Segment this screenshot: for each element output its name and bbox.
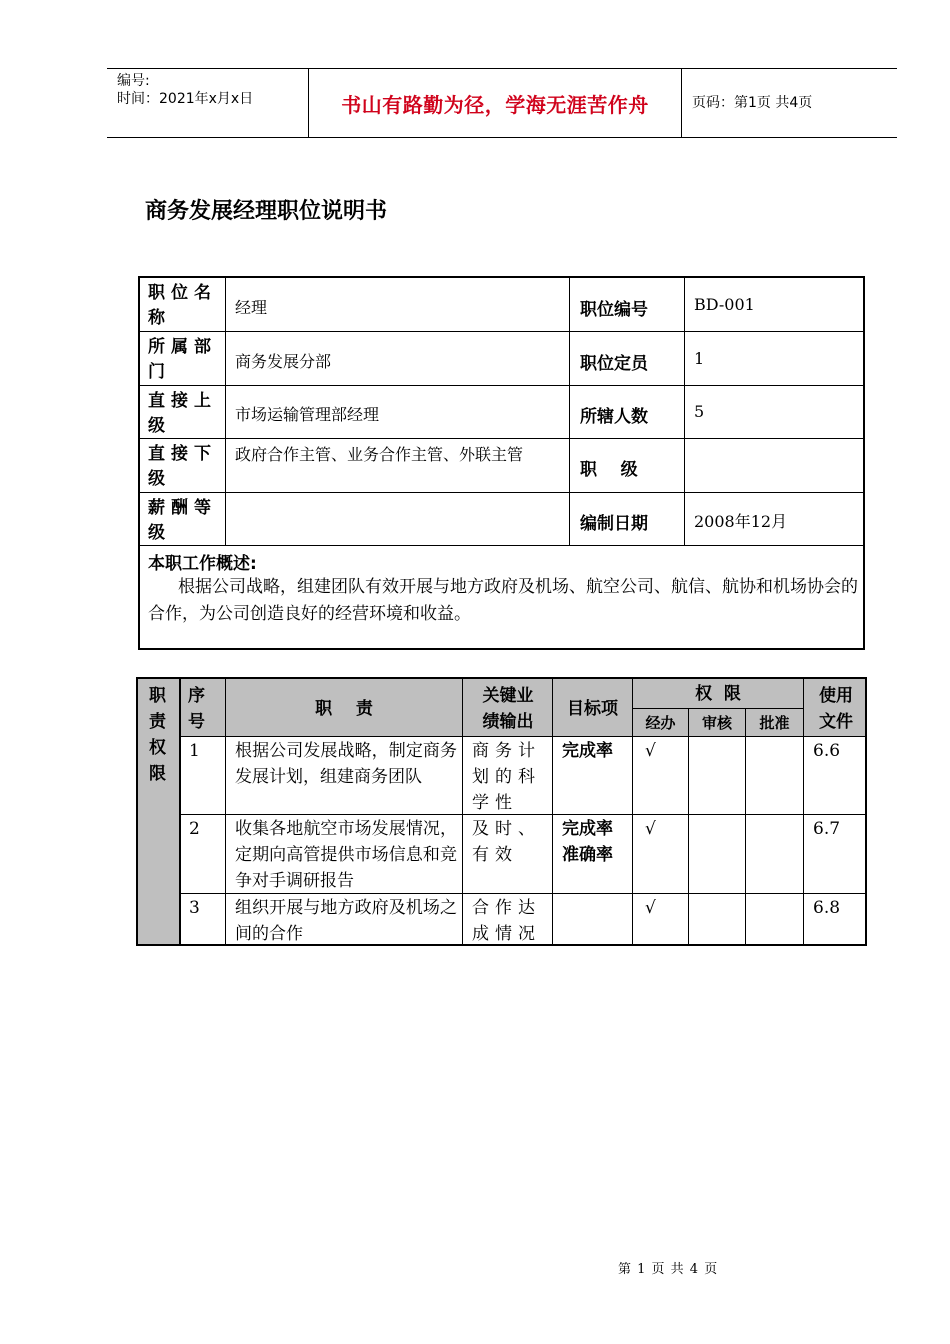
row-target: 完成率准确率: [562, 819, 613, 865]
header-target: 目标项: [567, 699, 618, 719]
header-authority: 权 限: [695, 684, 741, 704]
row-duty: 收集各地航空市场发展情况，定期向高管提供市场信息和竞争对手调研报告: [235, 819, 457, 891]
row-check-handle: √: [645, 819, 656, 839]
header-page-cell: [682, 69, 897, 137]
info-label-2: 编制日期: [569, 493, 685, 545]
header-auth-handle: 经办: [645, 714, 676, 732]
info-label: 直接下级: [148, 444, 217, 489]
info-row: [140, 278, 863, 332]
row-kpi: 合作达成情况: [472, 898, 541, 944]
info-row: [140, 386, 863, 439]
header-doc: 使用文件: [819, 686, 853, 732]
header-kpi: 关键业绩输出: [482, 686, 534, 732]
summary-label: 本职工作概述:: [148, 554, 257, 574]
info-value: 商务发展分部: [225, 332, 570, 385]
motto: 书山有路勤为径，学海无涯苦作舟: [341, 92, 649, 117]
row-kpi: 及时、有效: [472, 819, 541, 865]
row-doc: 6.8: [813, 898, 841, 918]
info-value: 政府合作主管、业务合作主管、外联主管: [225, 439, 570, 492]
page-footer: 第 1 页 共 4 页: [618, 1262, 719, 1277]
side-label: 职责权限: [149, 686, 166, 784]
info-value-2: 5: [684, 386, 863, 438]
header-duty: 职 责: [315, 699, 373, 719]
time-label: 时间：2021年x月x日: [117, 91, 254, 107]
row-target: 完成率: [562, 741, 613, 761]
info-row: [140, 332, 863, 386]
duty-table: [136, 677, 867, 946]
header-auth-approve: 批准: [759, 714, 790, 732]
info-value: 经理: [225, 278, 570, 331]
info-label: 所属部门: [148, 337, 217, 382]
info-label: 职位名称: [148, 283, 217, 328]
row-seq: 2: [189, 819, 200, 839]
info-label-2: 职 级: [569, 439, 685, 492]
number-label: 编号:: [117, 73, 150, 89]
row-check-handle: √: [645, 741, 656, 761]
row-duty: 组织开展与地方政府及机场之间的合作: [235, 898, 457, 944]
summary-text: 根据公司战略，组建团队有效开展与地方政府及机场、航空公司、航信、航协和机场协会的合作，为公司创造良好的经营环境和收益。: [148, 577, 858, 624]
info-row: [140, 493, 863, 546]
info-value-2: 2008年12月: [684, 493, 863, 545]
info-value-2: 1: [684, 332, 863, 385]
info-value: [225, 493, 570, 545]
header-auth-review: 审核: [701, 714, 732, 732]
info-row: [140, 439, 863, 493]
info-value-2: [684, 439, 863, 492]
row-check-handle: √: [645, 898, 656, 918]
info-label-2: 所辖人数: [569, 386, 685, 438]
header-seq: 序号: [188, 686, 205, 732]
info-value: 市场运输管理部经理: [225, 386, 570, 438]
row-seq: 1: [189, 741, 200, 761]
position-info-table: [138, 276, 865, 650]
info-label-2: 职位编号: [569, 278, 685, 331]
page-info: 页码：第1页 共4页: [692, 94, 813, 111]
info-label: 薪酬等级: [148, 498, 217, 543]
row-duty: 根据公司发展战略，制定商务发展计划，组建商务团队: [235, 741, 457, 787]
info-value-2: BD-001: [684, 278, 863, 331]
info-label: 直接上级: [148, 391, 217, 436]
header-motto-cell: [308, 69, 682, 137]
row-doc: 6.7: [813, 819, 841, 839]
row-doc: 6.6: [813, 741, 841, 761]
info-label-2: 职位定员: [569, 332, 685, 385]
row-seq: 3: [189, 898, 200, 918]
header-meta: [107, 69, 307, 137]
document-title: 商务发展经理职位说明书: [145, 199, 388, 224]
row-kpi: 商务计划的科学性: [472, 741, 541, 813]
page-header: [107, 68, 897, 138]
